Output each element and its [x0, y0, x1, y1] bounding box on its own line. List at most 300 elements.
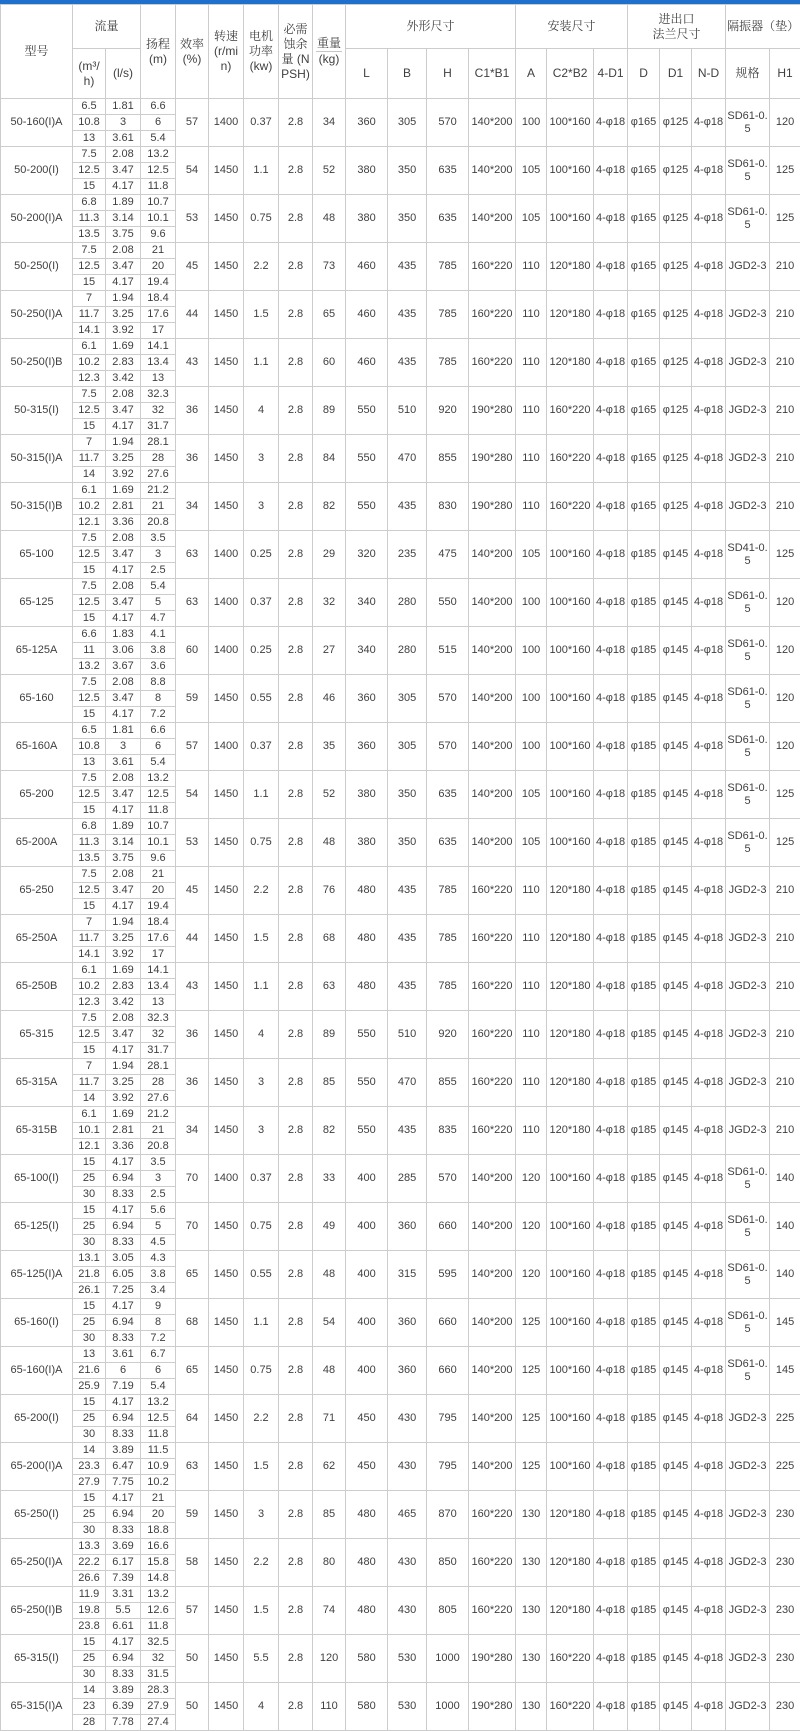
cell-speed-rpm: 1450	[209, 1539, 244, 1587]
cell-flow-m3h: 14	[73, 1091, 106, 1107]
cell-flow-ls: 6.94	[106, 1219, 141, 1235]
cell-h1: 210	[770, 915, 800, 963]
cell-npsh: 2.8	[279, 1635, 313, 1683]
cell-model: 50-250(I)A	[1, 291, 73, 339]
cell-head: 10.1	[141, 835, 176, 851]
cell-power-kw: 0.25	[244, 531, 279, 579]
cell-flow-ls: 6.47	[106, 1459, 141, 1475]
cell-speed-rpm: 1400	[209, 627, 244, 675]
cell-power-kw: 1.5	[244, 1587, 279, 1635]
cell-flow-m3h: 13.5	[73, 851, 106, 867]
cell-flow-m3h: 15	[73, 899, 106, 915]
cell-isolator: JGD2-3	[726, 1011, 770, 1059]
cell-isolator: JGD2-3	[726, 1107, 770, 1155]
cell-h1: 120	[770, 723, 800, 771]
header-isolator-group: 隔振器（垫）	[726, 5, 800, 49]
cell-c2b2: 100*160	[547, 723, 594, 771]
cell-h: 920	[427, 387, 469, 435]
cell-efficiency: 59	[176, 675, 209, 723]
cell-h: 660	[427, 1299, 469, 1347]
cell-npsh: 2.8	[279, 243, 313, 291]
spec-row	[1, 1491, 800, 1507]
cell-head: 3.4	[141, 1283, 176, 1299]
cell-n-d: 4-φ18	[692, 819, 726, 867]
cell-n-d: 4-φ18	[692, 339, 726, 387]
cell-d: φ185	[628, 1683, 660, 1731]
cell-h: 550	[427, 579, 469, 627]
cell-a: 110	[516, 291, 547, 339]
cell-head: 10.7	[141, 819, 176, 835]
cell-l: 450	[346, 1443, 388, 1491]
cell-bolt-4d1: 4-φ18	[594, 1539, 628, 1587]
spec-row	[1, 819, 800, 835]
cell-flow-ls: 4.17	[106, 1043, 141, 1059]
cell-d1: φ145	[660, 963, 692, 1011]
cell-bolt-4d1: 4-φ18	[594, 291, 628, 339]
cell-weight-kg: 60	[313, 339, 346, 387]
cell-weight-kg: 62	[313, 1443, 346, 1491]
cell-flow-ls: 4.17	[106, 1155, 141, 1171]
cell-head: 12.5	[141, 787, 176, 803]
cell-d1: φ125	[660, 243, 692, 291]
cell-flow-ls: 3.14	[106, 835, 141, 851]
cell-isolator: JGD2-3	[726, 243, 770, 291]
cell-head: 6	[141, 115, 176, 131]
cell-bolt-4d1: 4-φ18	[594, 483, 628, 531]
cell-head: 5.4	[141, 131, 176, 147]
cell-bolt-4d1: 4-φ18	[594, 723, 628, 771]
cell-n-d: 4-φ18	[692, 771, 726, 819]
spec-row	[1, 1635, 800, 1651]
cell-l: 480	[346, 1587, 388, 1635]
cell-h1: 230	[770, 1635, 800, 1683]
cell-n-d: 4-φ18	[692, 1683, 726, 1731]
cell-h: 660	[427, 1203, 469, 1251]
cell-n-d: 4-φ18	[692, 627, 726, 675]
cell-bolt-4d1: 4-φ18	[594, 1155, 628, 1203]
cell-a: 110	[516, 243, 547, 291]
cell-flow-ls: 4.17	[106, 1299, 141, 1315]
cell-c1b1: 160*220	[469, 1587, 516, 1635]
cell-isolator: JGD2-3	[726, 963, 770, 1011]
cell-n-d: 4-φ18	[692, 1299, 726, 1347]
cell-h1: 125	[770, 147, 800, 195]
cell-flow-m3h: 11.3	[73, 835, 106, 851]
cell-flow-ls: 3.61	[106, 131, 141, 147]
cell-bolt-4d1: 4-φ18	[594, 1059, 628, 1107]
cell-isolator: SD61-0.5	[726, 819, 770, 867]
cell-l: 550	[346, 1059, 388, 1107]
header-iso-spec: 规格	[726, 49, 770, 99]
cell-weight-kg: 73	[313, 243, 346, 291]
header-4D1: 4-D1	[594, 49, 628, 99]
cell-head: 6	[141, 739, 176, 755]
cell-a: 130	[516, 1491, 547, 1539]
cell-isolator: SD61-0.5	[726, 675, 770, 723]
cell-head: 4.5	[141, 1235, 176, 1251]
cell-head: 2.5	[141, 1187, 176, 1203]
header-flange-line2: 法兰尺寸	[652, 26, 701, 41]
spec-row	[1, 867, 800, 883]
cell-b: 435	[388, 867, 427, 915]
cell-b: 435	[388, 915, 427, 963]
cell-flow-ls: 1.94	[106, 1059, 141, 1075]
cell-speed-rpm: 1450	[209, 291, 244, 339]
cell-power-kw: 1.1	[244, 963, 279, 1011]
cell-weight-kg: 34	[313, 99, 346, 147]
cell-l: 380	[346, 771, 388, 819]
table-body	[1, 99, 800, 1731]
cell-efficiency: 53	[176, 195, 209, 243]
cell-n-d: 4-φ18	[692, 915, 726, 963]
cell-d1: φ125	[660, 483, 692, 531]
cell-head: 4.3	[141, 1251, 176, 1267]
header-model: 型号	[1, 5, 73, 99]
cell-flow-ls: 1.69	[106, 963, 141, 979]
cell-flow-m3h: 7.5	[73, 1011, 106, 1027]
cell-head: 17.6	[141, 307, 176, 323]
cell-bolt-4d1: 4-φ18	[594, 531, 628, 579]
cell-a: 110	[516, 963, 547, 1011]
cell-l: 460	[346, 243, 388, 291]
cell-efficiency: 36	[176, 1011, 209, 1059]
cell-head: 12.5	[141, 1411, 176, 1427]
cell-c1b1: 160*220	[469, 915, 516, 963]
cell-c2b2: 120*180	[547, 915, 594, 963]
cell-power-kw: 0.37	[244, 99, 279, 147]
cell-l: 360	[346, 675, 388, 723]
cell-weight-kg: 35	[313, 723, 346, 771]
cell-isolator: JGD2-3	[726, 387, 770, 435]
cell-b: 235	[388, 531, 427, 579]
cell-flow-m3h: 7	[73, 915, 106, 931]
cell-a: 125	[516, 1395, 547, 1443]
cell-weight-kg: 74	[313, 1587, 346, 1635]
cell-model: 50-315(I)	[1, 387, 73, 435]
cell-head: 15.8	[141, 1555, 176, 1571]
cell-head: 10.1	[141, 211, 176, 227]
cell-flow-m3h: 11.7	[73, 307, 106, 323]
cell-a: 110	[516, 435, 547, 483]
cell-n-d: 4-φ18	[692, 675, 726, 723]
cell-n-d: 4-φ18	[692, 147, 726, 195]
cell-c2b2: 120*180	[547, 1107, 594, 1155]
cell-head: 3.6	[141, 659, 176, 675]
cell-flow-m3h: 30	[73, 1187, 106, 1203]
cell-c1b1: 140*200	[469, 771, 516, 819]
cell-flow-m3h: 11.7	[73, 931, 106, 947]
cell-head: 3.5	[141, 531, 176, 547]
spec-row	[1, 531, 800, 547]
header-speed: 转速 (r/min)	[209, 5, 244, 99]
cell-a: 125	[516, 1347, 547, 1395]
cell-head: 21.2	[141, 1107, 176, 1123]
cell-bolt-4d1: 4-φ18	[594, 1683, 628, 1731]
cell-efficiency: 60	[176, 627, 209, 675]
cell-h1: 210	[770, 339, 800, 387]
cell-power-kw: 0.37	[244, 1155, 279, 1203]
cell-power-kw: 0.37	[244, 579, 279, 627]
cell-d: φ165	[628, 435, 660, 483]
cell-h: 595	[427, 1251, 469, 1299]
cell-bolt-4d1: 4-φ18	[594, 963, 628, 1011]
cell-l: 360	[346, 723, 388, 771]
cell-power-kw: 0.75	[244, 1203, 279, 1251]
cell-npsh: 2.8	[279, 387, 313, 435]
cell-weight-kg: 80	[313, 1539, 346, 1587]
cell-h1: 120	[770, 627, 800, 675]
cell-npsh: 2.8	[279, 1251, 313, 1299]
cell-flow-ls: 4.17	[106, 275, 141, 291]
cell-n-d: 4-φ18	[692, 195, 726, 243]
cell-c2b2: 120*180	[547, 1491, 594, 1539]
cell-a: 105	[516, 771, 547, 819]
cell-l: 550	[346, 435, 388, 483]
cell-l: 340	[346, 627, 388, 675]
cell-efficiency: 34	[176, 1107, 209, 1155]
cell-flow-ls: 2.08	[106, 531, 141, 547]
cell-flow-ls: 3	[106, 115, 141, 131]
cell-h1: 230	[770, 1587, 800, 1635]
cell-model: 50-200(I)	[1, 147, 73, 195]
cell-c1b1: 190*280	[469, 435, 516, 483]
cell-power-kw: 1.1	[244, 1299, 279, 1347]
cell-c2b2: 100*160	[547, 1443, 594, 1491]
cell-head: 27.6	[141, 467, 176, 483]
cell-head: 6.6	[141, 99, 176, 115]
cell-flow-ls: 1.81	[106, 723, 141, 739]
cell-npsh: 2.8	[279, 1107, 313, 1155]
cell-isolator: SD61-0.5	[726, 627, 770, 675]
cell-efficiency: 36	[176, 387, 209, 435]
cell-bolt-4d1: 4-φ18	[594, 387, 628, 435]
cell-d: φ165	[628, 99, 660, 147]
cell-c2b2: 100*160	[547, 675, 594, 723]
cell-speed-rpm: 1400	[209, 1155, 244, 1203]
spec-row	[1, 1395, 800, 1411]
cell-flow-m3h: 6.6	[73, 627, 106, 643]
cell-bolt-4d1: 4-φ18	[594, 867, 628, 915]
cell-npsh: 2.8	[279, 819, 313, 867]
cell-b: 280	[388, 627, 427, 675]
cell-flow-m3h: 6.1	[73, 339, 106, 355]
cell-weight-kg: 49	[313, 1203, 346, 1251]
cell-npsh: 2.8	[279, 531, 313, 579]
cell-h1: 125	[770, 819, 800, 867]
cell-speed-rpm: 1450	[209, 1587, 244, 1635]
cell-a: 130	[516, 1539, 547, 1587]
cell-head: 20	[141, 259, 176, 275]
cell-head: 14.1	[141, 963, 176, 979]
cell-a: 120	[516, 1203, 547, 1251]
cell-c1b1: 140*200	[469, 531, 516, 579]
spec-row	[1, 579, 800, 595]
cell-d: φ185	[628, 1347, 660, 1395]
cell-head: 6.6	[141, 723, 176, 739]
cell-flow-m3h: 14.1	[73, 947, 106, 963]
cell-npsh: 2.8	[279, 339, 313, 387]
cell-flow-ls: 2.83	[106, 979, 141, 995]
cell-c2b2: 120*180	[547, 1539, 594, 1587]
spec-row	[1, 147, 800, 163]
cell-l: 320	[346, 531, 388, 579]
cell-l: 400	[346, 1299, 388, 1347]
cell-d1: φ125	[660, 387, 692, 435]
cell-flow-m3h: 27.9	[73, 1475, 106, 1491]
cell-power-kw: 3	[244, 435, 279, 483]
cell-flow-ls: 3.75	[106, 227, 141, 243]
cell-flow-m3h: 15	[73, 1155, 106, 1171]
cell-a: 110	[516, 1107, 547, 1155]
cell-h: 795	[427, 1395, 469, 1443]
cell-model: 65-160(I)	[1, 1299, 73, 1347]
cell-bolt-4d1: 4-φ18	[594, 579, 628, 627]
cell-d1: φ125	[660, 147, 692, 195]
cell-npsh: 2.8	[279, 675, 313, 723]
cell-efficiency: 57	[176, 1587, 209, 1635]
cell-bolt-4d1: 4-φ18	[594, 1443, 628, 1491]
cell-h1: 210	[770, 243, 800, 291]
cell-c1b1: 140*200	[469, 99, 516, 147]
cell-power-kw: 1.1	[244, 147, 279, 195]
cell-b: 360	[388, 1203, 427, 1251]
cell-d: φ185	[628, 1491, 660, 1539]
header-flange-line1: 进出口	[658, 11, 695, 26]
cell-flow-m3h: 15	[73, 1635, 106, 1651]
cell-flow-m3h: 10.8	[73, 739, 106, 755]
cell-c2b2: 120*180	[547, 1011, 594, 1059]
cell-flow-m3h: 7.5	[73, 867, 106, 883]
cell-d1: φ145	[660, 1347, 692, 1395]
cell-a: 110	[516, 1059, 547, 1107]
cell-flow-ls: 3.92	[106, 947, 141, 963]
cell-efficiency: 34	[176, 483, 209, 531]
cell-head: 12.5	[141, 163, 176, 179]
cell-d: φ165	[628, 243, 660, 291]
cell-h1: 140	[770, 1251, 800, 1299]
cell-d1: φ145	[660, 1587, 692, 1635]
cell-b: 510	[388, 1011, 427, 1059]
cell-bolt-4d1: 4-φ18	[594, 435, 628, 483]
cell-flow-ls: 1.69	[106, 483, 141, 499]
cell-c2b2: 120*180	[547, 339, 594, 387]
header-flow-ls: (l/s)	[106, 49, 141, 99]
cell-efficiency: 36	[176, 435, 209, 483]
cell-head: 4.1	[141, 627, 176, 643]
cell-flow-ls: 3.92	[106, 467, 141, 483]
cell-b: 435	[388, 291, 427, 339]
cell-c1b1: 160*220	[469, 1107, 516, 1155]
cell-power-kw: 3	[244, 1107, 279, 1155]
cell-flow-ls: 7.75	[106, 1475, 141, 1491]
cell-npsh: 2.8	[279, 1059, 313, 1107]
cell-flow-m3h: 15	[73, 1491, 106, 1507]
cell-d1: φ125	[660, 435, 692, 483]
cell-model: 50-315(I)B	[1, 483, 73, 531]
cell-c2b2: 120*180	[547, 243, 594, 291]
cell-head: 10.9	[141, 1459, 176, 1475]
cell-head: 11.8	[141, 803, 176, 819]
cell-a: 110	[516, 1011, 547, 1059]
cell-speed-rpm: 1400	[209, 579, 244, 627]
cell-c2b2: 120*180	[547, 867, 594, 915]
cell-flow-m3h: 12.3	[73, 371, 106, 387]
cell-h: 830	[427, 483, 469, 531]
cell-b: 430	[388, 1539, 427, 1587]
header-weight-label: 重量	[317, 36, 342, 50]
cell-flow-ls: 6	[106, 1363, 141, 1379]
cell-flow-ls: 5.5	[106, 1603, 141, 1619]
cell-npsh: 2.8	[279, 1347, 313, 1395]
cell-flow-ls: 6.39	[106, 1699, 141, 1715]
cell-l: 480	[346, 915, 388, 963]
cell-l: 400	[346, 1155, 388, 1203]
cell-c1b1: 160*220	[469, 1059, 516, 1107]
cell-model: 65-315(I)	[1, 1635, 73, 1683]
cell-b: 430	[388, 1443, 427, 1491]
cell-flow-m3h: 15	[73, 275, 106, 291]
cell-head: 28.1	[141, 435, 176, 451]
cell-c1b1: 140*200	[469, 579, 516, 627]
cell-h: 570	[427, 1155, 469, 1203]
cell-head: 27.9	[141, 1699, 176, 1715]
cell-h1: 210	[770, 963, 800, 1011]
cell-weight-kg: 110	[313, 1683, 346, 1731]
cell-isolator: SD61-0.5	[726, 147, 770, 195]
cell-isolator: SD61-0.5	[726, 723, 770, 771]
cell-flow-m3h: 13.3	[73, 1539, 106, 1555]
cell-head: 20.8	[141, 1139, 176, 1155]
cell-h: 635	[427, 195, 469, 243]
cell-head: 11.8	[141, 1427, 176, 1443]
cell-flow-ls: 4.17	[106, 1491, 141, 1507]
cell-flow-ls: 2.83	[106, 355, 141, 371]
cell-h1: 125	[770, 195, 800, 243]
cell-efficiency: 45	[176, 867, 209, 915]
cell-flow-ls: 3.92	[106, 1091, 141, 1107]
cell-n-d: 4-φ18	[692, 1491, 726, 1539]
cell-h1: 210	[770, 291, 800, 339]
cell-flow-ls: 3.47	[106, 1027, 141, 1043]
cell-isolator: JGD2-3	[726, 1443, 770, 1491]
spec-row	[1, 1683, 800, 1699]
cell-power-kw: 3	[244, 1059, 279, 1107]
cell-c1b1: 140*200	[469, 1443, 516, 1491]
cell-isolator: JGD2-3	[726, 915, 770, 963]
cell-d: φ185	[628, 675, 660, 723]
cell-flow-ls: 2.08	[106, 147, 141, 163]
cell-d1: φ145	[660, 1491, 692, 1539]
cell-speed-rpm: 1450	[209, 1011, 244, 1059]
cell-l: 400	[346, 1203, 388, 1251]
cell-speed-rpm: 1450	[209, 1395, 244, 1443]
cell-efficiency: 54	[176, 147, 209, 195]
cell-efficiency: 43	[176, 963, 209, 1011]
cell-flow-m3h: 7.5	[73, 243, 106, 259]
cell-efficiency: 64	[176, 1395, 209, 1443]
cell-c1b1: 190*280	[469, 483, 516, 531]
cell-flow-m3h: 11.7	[73, 1075, 106, 1091]
header-H1: H1	[770, 49, 800, 99]
cell-power-kw: 2.2	[244, 1539, 279, 1587]
cell-model: 65-100	[1, 531, 73, 579]
cell-head: 8	[141, 1315, 176, 1331]
cell-weight-kg: 85	[313, 1491, 346, 1539]
spec-row	[1, 627, 800, 643]
cell-flow-ls: 6.94	[106, 1315, 141, 1331]
cell-head: 21	[141, 1491, 176, 1507]
cell-d: φ185	[628, 1011, 660, 1059]
